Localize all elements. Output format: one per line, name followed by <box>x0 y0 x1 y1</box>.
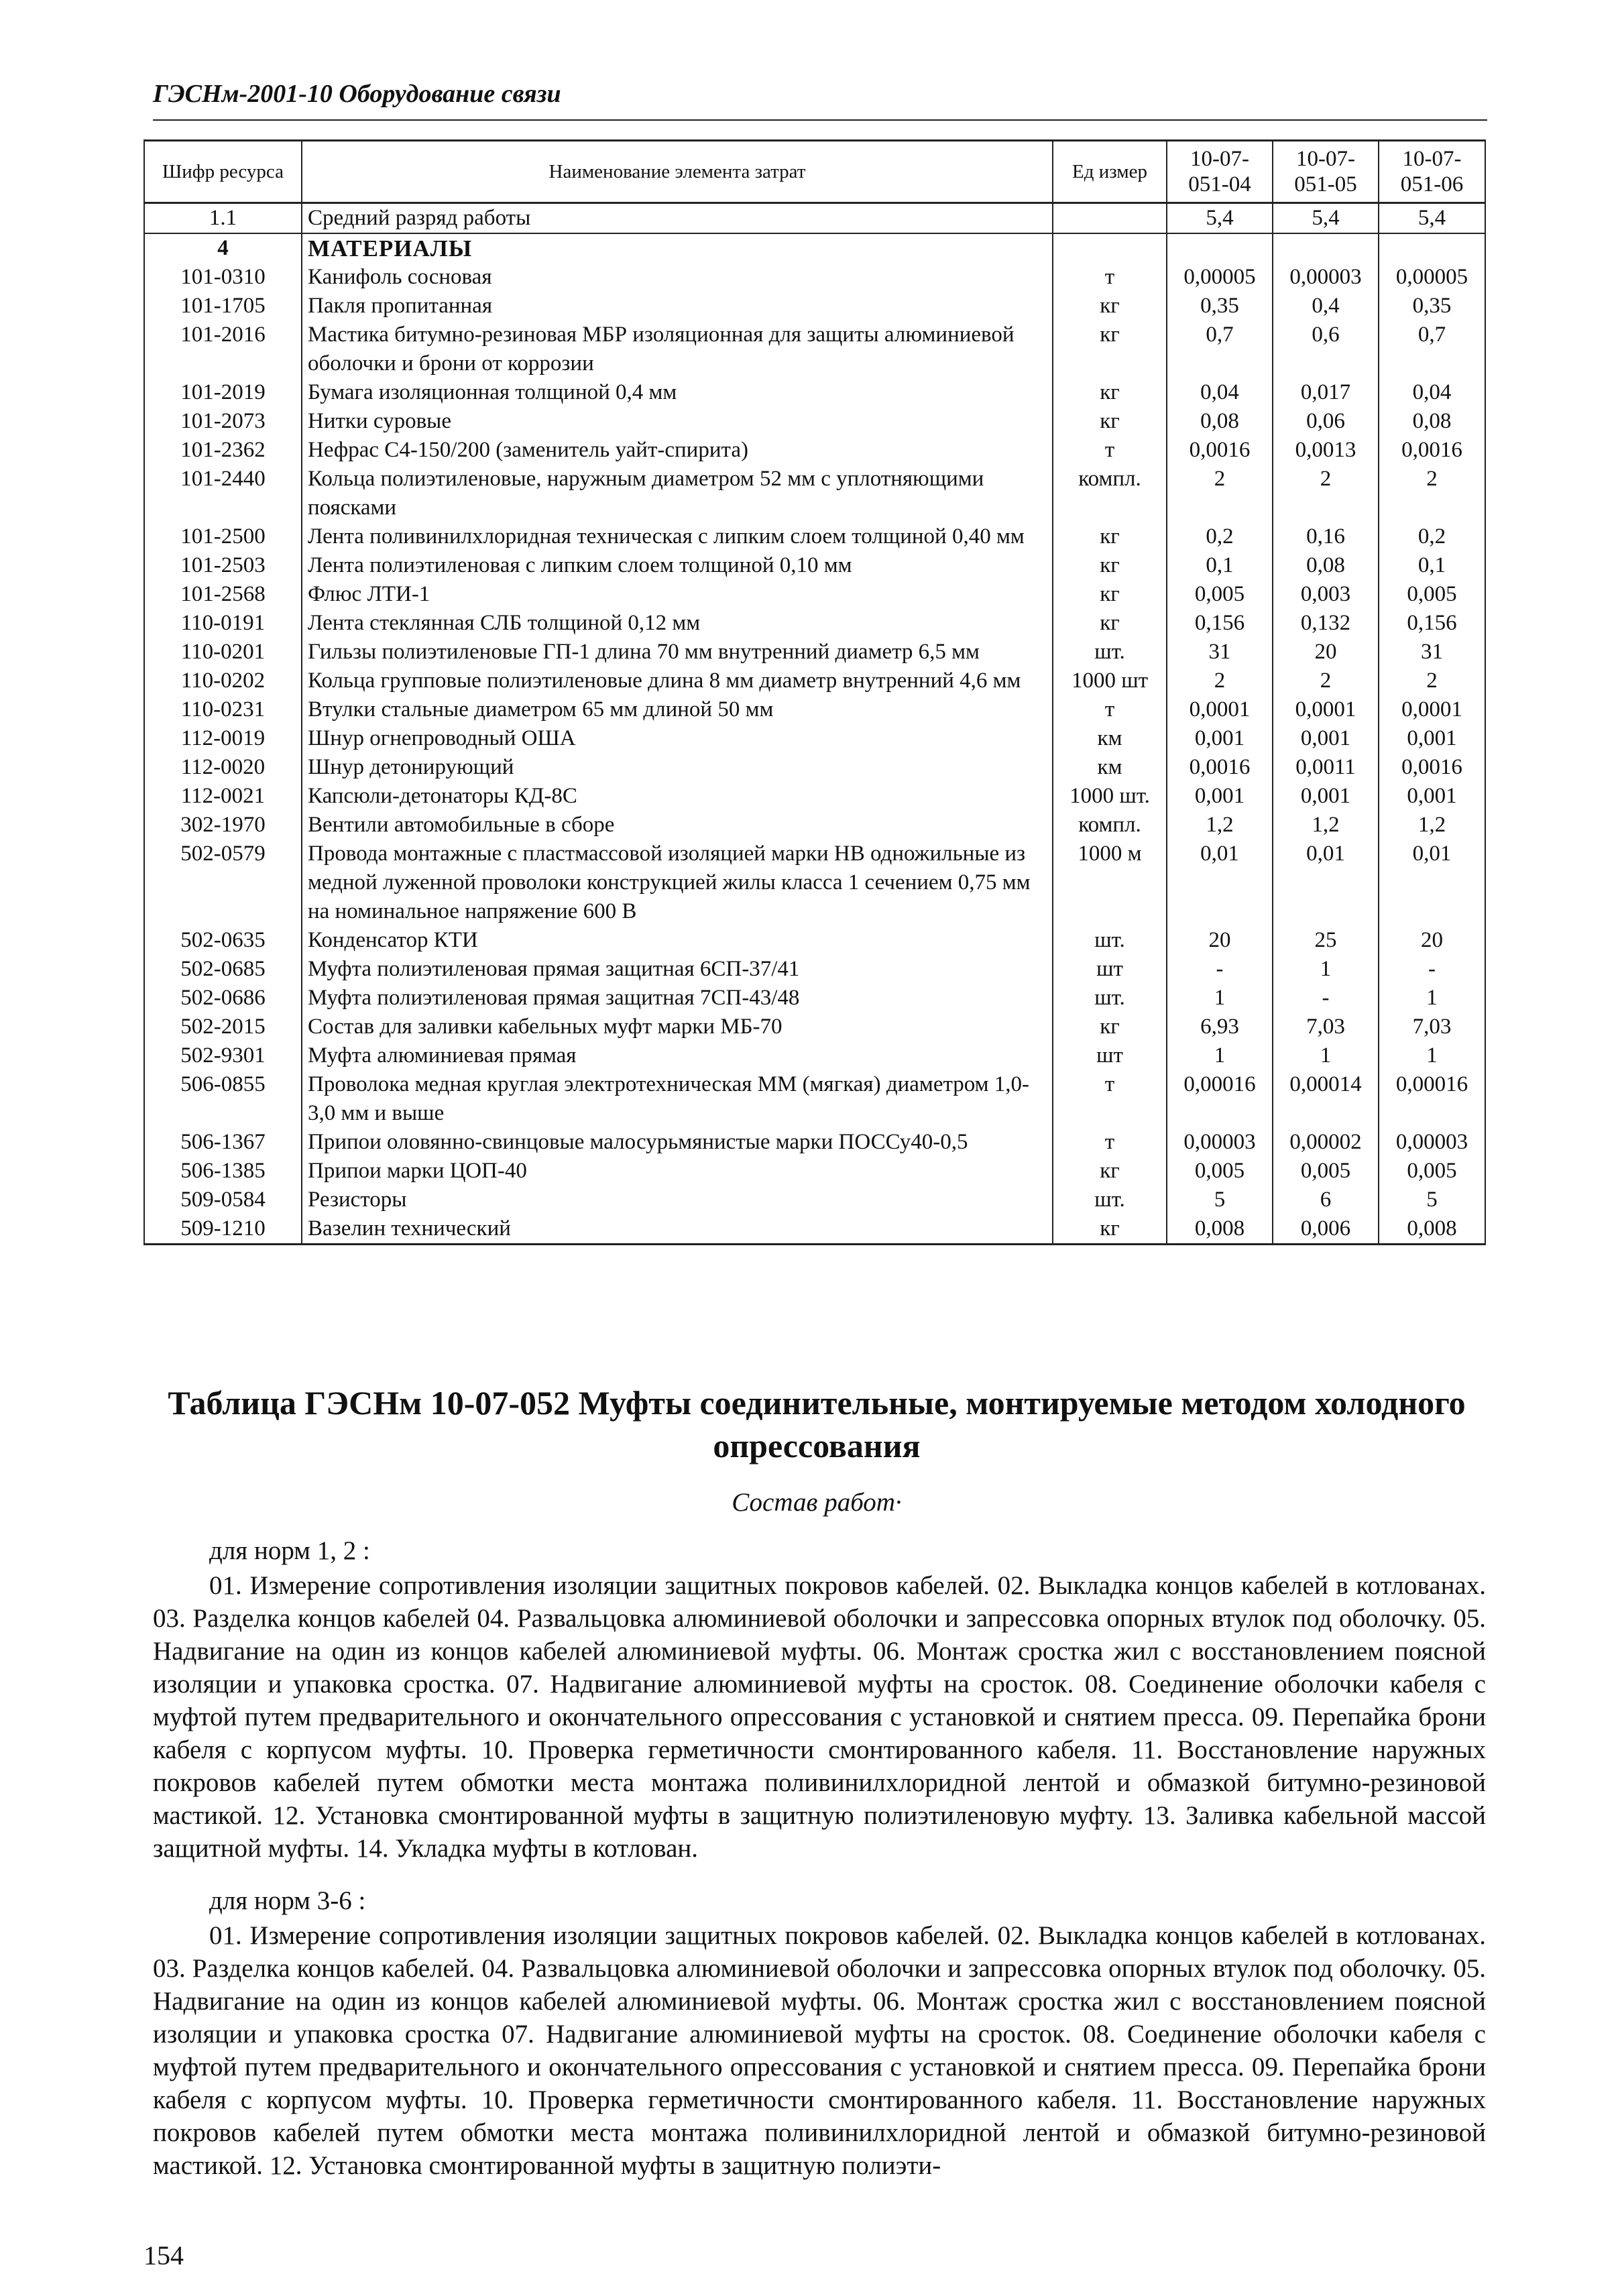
cell-unit: кг <box>1053 1157 1167 1186</box>
cell-unit <box>1053 233 1167 263</box>
table-row <box>144 378 1485 407</box>
cell-value-06: 0,08 <box>1379 407 1485 436</box>
cell-code: 101-1705 <box>144 292 302 321</box>
table-row <box>144 1013 1485 1041</box>
cell-value-05: 1,2 <box>1273 811 1379 840</box>
cell-value-06: 2 <box>1379 465 1485 522</box>
cell-code: 110-0191 <box>144 609 302 638</box>
table-row <box>144 292 1485 321</box>
cell-name: Проволока медная круглая электротехническая ММ (мягкая) диаметром 1,0-3,0 мм и выше <box>302 1070 1053 1128</box>
cell-code: 506-1385 <box>144 1157 302 1186</box>
cell-value-05: 0,00002 <box>1273 1128 1379 1157</box>
cell-value-06: 0,01 <box>1379 840 1485 926</box>
table-row <box>144 724 1485 753</box>
cell-value-05: 0,0013 <box>1273 436 1379 465</box>
cell-value-04: 1 <box>1167 1041 1273 1070</box>
cell-value-06: 0,35 <box>1379 292 1485 321</box>
cell-code: 502-0635 <box>144 926 302 955</box>
cell-name: Вазелин технический <box>302 1214 1053 1245</box>
table-row <box>144 1214 1485 1245</box>
cell-name: Кольца полиэтиленовые, наружным диаметром 52 мм с уплотняющими поясками <box>302 465 1053 522</box>
works-composition-title: Состав работ· <box>732 1488 902 1517</box>
cell-value-04: 1,2 <box>1167 811 1273 840</box>
cell-code: 506-0855 <box>144 1070 302 1128</box>
table-row <box>144 551 1485 580</box>
cell-name: Бумага изоляционная толщиной 0,4 мм <box>302 378 1053 407</box>
cell-code: 1.1 <box>144 203 302 234</box>
cell-name: Капсюли-детонаторы КД-8С <box>302 782 1053 811</box>
cell-value-04: 0,00016 <box>1167 1070 1273 1128</box>
table-row <box>144 580 1485 609</box>
cell-value-05: 0,06 <box>1273 407 1379 436</box>
col-header-norm-06: 10-07-051-06 <box>1379 141 1485 203</box>
section-table-title: Таблица ГЭСНм 10-07-052 Муфты соединительные, монтируемые методом холодного опрессования <box>168 1384 1466 1465</box>
col-header-code: Шифр ресурса <box>144 141 302 203</box>
cell-value-06: 0,7 <box>1379 321 1485 378</box>
cell-value-05: 0,0011 <box>1273 753 1379 782</box>
cell-code: 112-0019 <box>144 724 302 753</box>
cell-name: Втулки стальные диаметром 65 мм длиной 50 мм <box>302 695 1053 724</box>
cell-value-04: 0,005 <box>1167 580 1273 609</box>
table-row <box>144 695 1485 724</box>
cell-code: 509-0584 <box>144 1186 302 1214</box>
table-row <box>144 926 1485 955</box>
cell-value-04: 2 <box>1167 667 1273 695</box>
cell-unit: т <box>1053 1128 1167 1157</box>
table-row <box>144 667 1485 695</box>
cell-unit: шт <box>1053 1041 1167 1070</box>
cell-value-05: 1 <box>1273 955 1379 984</box>
cell-code: 506-1367 <box>144 1128 302 1157</box>
cell-value-06: 0,156 <box>1379 609 1485 638</box>
cell-value-05: 0,017 <box>1273 378 1379 407</box>
cell-name: Резисторы <box>302 1186 1053 1214</box>
cell-code: 110-0201 <box>144 638 302 667</box>
cell-value-06: 1 <box>1379 984 1485 1013</box>
cell-unit: кг <box>1053 1214 1167 1245</box>
cell-unit: т <box>1053 436 1167 465</box>
cell-unit: т <box>1053 1070 1167 1128</box>
cell-unit: шт. <box>1053 1186 1167 1214</box>
header-divider <box>153 119 1487 121</box>
cell-value-04: 2 <box>1167 465 1273 522</box>
cell-name: Нитки суровые <box>302 407 1053 436</box>
cell-value-06: 0,0016 <box>1379 753 1485 782</box>
table-row <box>144 609 1485 638</box>
cell-value-05: 0,08 <box>1273 551 1379 580</box>
cell-unit: компл. <box>1053 465 1167 522</box>
table-row <box>144 1070 1485 1128</box>
cell-name: Припои оловянно-свинцовые малосурьмянистые марки ПОССу40-0,5 <box>302 1128 1053 1157</box>
cell-value-05: 0,00003 <box>1273 263 1379 292</box>
cell-unit: кг <box>1053 580 1167 609</box>
cell-name: Шнур огнепроводный ОША <box>302 724 1053 753</box>
cell-value-05: 20 <box>1273 638 1379 667</box>
cell-value-04: 0,00005 <box>1167 263 1273 292</box>
cell-value-04: 6,93 <box>1167 1013 1273 1041</box>
cell-value-04: 0,001 <box>1167 724 1273 753</box>
cell-unit: кг <box>1053 551 1167 580</box>
cell-code: 110-0202 <box>144 667 302 695</box>
cell-unit: т <box>1053 695 1167 724</box>
cell-value-05: - <box>1273 984 1379 1013</box>
cell-value-04: 0,7 <box>1167 321 1273 378</box>
cell-value-05: 5,4 <box>1273 203 1379 234</box>
cell-unit: кг <box>1053 292 1167 321</box>
cell-code: 112-0021 <box>144 782 302 811</box>
cell-value-04: - <box>1167 955 1273 984</box>
cell-value-06: 0,2 <box>1379 522 1485 551</box>
table-header-row <box>144 141 1485 203</box>
cell-code: 502-2015 <box>144 1013 302 1041</box>
cell-unit: 1000 шт. <box>1053 782 1167 811</box>
cell-name: Флюс ЛТИ-1 <box>302 580 1053 609</box>
cell-value-06: 0,00005 <box>1379 263 1485 292</box>
cell-code: 101-2503 <box>144 551 302 580</box>
cell-value-05: 0,4 <box>1273 292 1379 321</box>
cell-name: Муфта полиэтиленовая прямая защитная 7СП-43/48 <box>302 984 1053 1013</box>
cell-value-05: 1 <box>1273 1041 1379 1070</box>
cell-code: 101-2073 <box>144 407 302 436</box>
cell-unit: км <box>1053 724 1167 753</box>
cell-code: 101-2362 <box>144 436 302 465</box>
cell-name: Состав для заливки кабельных муфт марки МБ-70 <box>302 1013 1053 1041</box>
cell-value-06: 0,00003 <box>1379 1128 1485 1157</box>
cell-unit: кг <box>1053 609 1167 638</box>
cell-value-04 <box>1167 233 1273 263</box>
table-row <box>144 522 1485 551</box>
cell-unit: шт. <box>1053 984 1167 1013</box>
cell-value-05: 0,001 <box>1273 724 1379 753</box>
cell-name: Вентили автомобильные в сборе <box>302 811 1053 840</box>
cell-value-06: 0,008 <box>1379 1214 1485 1245</box>
page-number: 154 <box>143 2240 184 2271</box>
cell-name: Лента стеклянная СЛБ толщиной 0,12 мм <box>302 609 1053 638</box>
cell-value-06: 0,005 <box>1379 1157 1485 1186</box>
cell-value-06: 0,0001 <box>1379 695 1485 724</box>
cell-value-05: 0,6 <box>1273 321 1379 378</box>
cell-unit: 1000 м <box>1053 840 1167 926</box>
cell-code: 101-2440 <box>144 465 302 522</box>
col-header-name: Наименование элемента затрат <box>302 141 1053 203</box>
cell-code: 502-0685 <box>144 955 302 984</box>
table-row <box>144 753 1485 782</box>
cell-value-05: 0,006 <box>1273 1214 1379 1245</box>
table-row <box>144 782 1485 811</box>
cell-value-05: 0,005 <box>1273 1157 1379 1186</box>
cell-value-05: 0,132 <box>1273 609 1379 638</box>
table-row <box>144 984 1485 1013</box>
cell-value-06: 1 <box>1379 1041 1485 1070</box>
cell-unit: кг <box>1053 522 1167 551</box>
cell-name: Гильзы полиэтиленовые ГП-1 длина 70 мм внутренний диаметр 6,5 мм <box>302 638 1053 667</box>
cell-name: Лента полиэтиленовая с липким слоем толщиной 0,10 мм <box>302 551 1053 580</box>
cell-code: 101-2500 <box>144 522 302 551</box>
cell-unit: шт. <box>1053 638 1167 667</box>
work-list-norms-3-6: 01. Измерение сопротивления изоляции защитных покровов кабелей. 02. Выкладка концов кабелей в котлованах. 03. Разделка концов кабелей. 04. Развальцовка алюминиевой оболочки и запрессовка опорных втулок под оболочку. 05. Надвигание на один из концов кабелей алюминиевой муфты. 06. Монтаж сростка жил с восстановлением поясной изоляции и упаковка сростка 07. Надвигание алюминиевой муфты на сросток. 08. Соединение оболочки кабеля с муфтой путем предварительного и окончательного опрессования с установкой и снятием пресса. 09. Перепайка брони кабеля с корпусом муфты. 10. Проверка герметичности смонтированного кабеля. 11. Восстановление наружных покровов кабелей путем обмотки места монтажа поливинилхлоридной лентой и обмазкой битумно-резиновой мастикой. 12. Установка смонтированной муфты в защитную полиэти- <box>153 1921 1486 2180</box>
cell-unit: 1000 шт <box>1053 667 1167 695</box>
cell-value-04: 0,2 <box>1167 522 1273 551</box>
table-row <box>144 1157 1485 1186</box>
cell-name: Конденсатор КТИ <box>302 926 1053 955</box>
cell-code: 101-2019 <box>144 378 302 407</box>
cell-name: Кольца групповые полиэтиленовые длина 8 мм диаметр внутренний 4,6 мм <box>302 667 1053 695</box>
table-row <box>144 955 1485 984</box>
cell-value-06 <box>1379 233 1485 263</box>
section-row <box>144 233 1485 263</box>
cell-name: Средний разряд работы <box>302 203 1053 234</box>
cell-value-04: 0,0001 <box>1167 695 1273 724</box>
cell-value-06: 1,2 <box>1379 811 1485 840</box>
cell-value-05: 7,03 <box>1273 1013 1379 1041</box>
cell-name: Муфта алюминиевая прямая <box>302 1041 1053 1070</box>
cell-value-04: 0,0016 <box>1167 753 1273 782</box>
cell-code: 4 <box>144 233 302 263</box>
table-row <box>144 638 1485 667</box>
cell-value-06: 2 <box>1379 667 1485 695</box>
col-header-norm-05: 10-07-051-05 <box>1273 141 1379 203</box>
table-row <box>144 263 1485 292</box>
cell-value-04: 0,00003 <box>1167 1128 1273 1157</box>
table-row <box>144 1128 1485 1157</box>
cell-value-06: 5,4 <box>1379 203 1485 234</box>
cell-unit: кг <box>1053 378 1167 407</box>
cell-value-06: 0,00016 <box>1379 1070 1485 1128</box>
cell-value-05: 0,0001 <box>1273 695 1379 724</box>
cell-code: 101-2016 <box>144 321 302 378</box>
col-header-norm-04: 10-07-051-04 <box>1167 141 1273 203</box>
cell-name: Мастика битумно-резиновая МБР изоляционная для защиты алюминиевой оболочки и брони от коррозии <box>302 321 1053 378</box>
cell-code: 101-2568 <box>144 580 302 609</box>
cell-code: 110-0231 <box>144 695 302 724</box>
cell-value-05: 0,01 <box>1273 840 1379 926</box>
cell-code: 302-1970 <box>144 811 302 840</box>
cell-name: МАТЕРИАЛЫ <box>302 233 1053 263</box>
cell-value-06: 31 <box>1379 638 1485 667</box>
cell-unit: кг <box>1053 407 1167 436</box>
cell-value-04: 0,008 <box>1167 1214 1273 1245</box>
cell-value-06: 0,005 <box>1379 580 1485 609</box>
cell-unit: кг <box>1053 1013 1167 1041</box>
cell-name: Канифоль сосновая <box>302 263 1053 292</box>
cell-unit <box>1053 203 1167 234</box>
cell-code: 502-0579 <box>144 840 302 926</box>
cell-value-05: 2 <box>1273 667 1379 695</box>
rank-row <box>144 203 1485 234</box>
table-row <box>144 1041 1485 1070</box>
cell-value-04: 0,005 <box>1167 1157 1273 1186</box>
cell-value-05: 0,001 <box>1273 782 1379 811</box>
norm-label-3-6: для норм 3-6 : <box>209 1886 366 1915</box>
cell-value-04: 0,08 <box>1167 407 1273 436</box>
running-header: ГЭСНм-2001-10 Оборудование связи <box>153 80 561 108</box>
cell-value-05: 0,16 <box>1273 522 1379 551</box>
table-row <box>144 811 1485 840</box>
cell-value-05: 25 <box>1273 926 1379 955</box>
cell-value-05: 6 <box>1273 1186 1379 1214</box>
cell-value-06: 20 <box>1379 926 1485 955</box>
cell-name: Провода монтажные с пластмассовой изоляцией марки НВ одножильные из медной луженной проволоки конструкцией жилы класса 1 сечением 0,75 мм на номинальное напряжение 600 В <box>302 840 1053 926</box>
table-row <box>144 407 1485 436</box>
cell-value-04: 5 <box>1167 1186 1273 1214</box>
col-header-unit: Ед измер <box>1053 141 1167 203</box>
cell-value-06: 0,001 <box>1379 724 1485 753</box>
cell-name: Нефрас С4-150/200 (заменитель уайт-спирита) <box>302 436 1053 465</box>
work-list-norms-1-2: 01. Измерение сопротивления изоляции защитных покровов кабелей. 02. Выкладка концов кабелей в котлованах. 03. Разделка концов кабелей 04. Развальцовка алюминиевой оболочки и запрессовка опорных втулок под оболочку. 05. Надвигание на один из концов кабелей алюминиевой муфты. 06. Монтаж сростка жил с восстановлением поясной изоляции и упаковка сростка. 07. Надвигание алюминиевой муфты на сросток. 08. Соединение оболочки кабеля с муфтой путем предварительного и окончательного опрессования с установкой и снятием пресса. 09. Перепайка брони кабеля с корпусом муфты. 10. Проверка герметичности смонтированного кабеля. 11. Восстановление наружных покровов кабелей путем обмотки места монтажа поливинилхлоридной лентой и обмазкой битумно-резиновой мастикой. 12. Установка смонтированной муфты в защитную полиэтиленовую муфту. 13. Заливка кабельной массой защитной муфты. 14. Укладка муфты в котлован. <box>153 1571 1486 1863</box>
cell-unit: т <box>1053 263 1167 292</box>
cell-name: Шнур детонирующий <box>302 753 1053 782</box>
cell-value-04: 0,156 <box>1167 609 1273 638</box>
table-row <box>144 840 1485 926</box>
cell-value-06: 0,001 <box>1379 782 1485 811</box>
cell-value-04: 0,001 <box>1167 782 1273 811</box>
table-row <box>144 436 1485 465</box>
cell-value-04: 20 <box>1167 926 1273 955</box>
cell-code: 112-0020 <box>144 753 302 782</box>
norm-label-1-2: для норм 1, 2 : <box>209 1536 370 1565</box>
cell-unit: компл. <box>1053 811 1167 840</box>
cell-value-05: 0,003 <box>1273 580 1379 609</box>
cell-value-06: 0,04 <box>1379 378 1485 407</box>
cell-unit: км <box>1053 753 1167 782</box>
cell-value-05 <box>1273 233 1379 263</box>
cell-value-04: 0,35 <box>1167 292 1273 321</box>
table-row <box>144 465 1485 522</box>
cell-value-04: 5,4 <box>1167 203 1273 234</box>
cell-value-04: 1 <box>1167 984 1273 1013</box>
cell-value-06: 0,1 <box>1379 551 1485 580</box>
table-row <box>144 1186 1485 1214</box>
cell-value-06: 5 <box>1379 1186 1485 1214</box>
cell-value-04: 0,1 <box>1167 551 1273 580</box>
cell-value-05: 0,00014 <box>1273 1070 1379 1128</box>
cell-value-06: 0,0016 <box>1379 436 1485 465</box>
cell-name: Припои марки ЦОП-40 <box>302 1157 1053 1186</box>
cell-unit: шт. <box>1053 926 1167 955</box>
cell-name: Муфта полиэтиленовая прямая защитная 6СП-37/41 <box>302 955 1053 984</box>
resource-table <box>143 139 1486 1245</box>
cell-code: 509-1210 <box>144 1214 302 1245</box>
cell-value-06: - <box>1379 955 1485 984</box>
cell-value-06: 7,03 <box>1379 1013 1485 1041</box>
cell-value-04: 0,0016 <box>1167 436 1273 465</box>
cell-value-04: 31 <box>1167 638 1273 667</box>
cell-name: Пакля пропитанная <box>302 292 1053 321</box>
cell-unit: кг <box>1053 321 1167 378</box>
cell-unit: шт <box>1053 955 1167 984</box>
cell-code: 502-0686 <box>144 984 302 1013</box>
cell-value-04: 0,04 <box>1167 378 1273 407</box>
cell-value-04: 0,01 <box>1167 840 1273 926</box>
cell-value-05: 2 <box>1273 465 1379 522</box>
cell-name: Лента поливинилхлоридная техническая с липким слоем толщиной 0,40 мм <box>302 522 1053 551</box>
table-row <box>144 321 1485 378</box>
cell-code: 101-0310 <box>144 263 302 292</box>
cell-code: 502-9301 <box>144 1041 302 1070</box>
